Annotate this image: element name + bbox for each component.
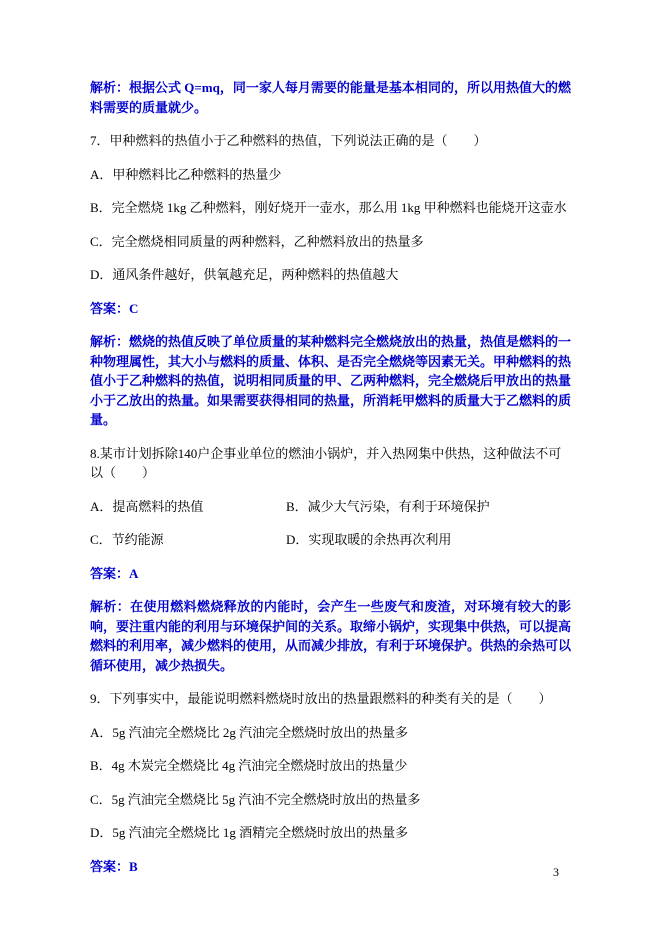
question-9-option-d: D．5g 汽油完全燃烧比 1g 酒精完全燃烧时放出的热量多 <box>90 825 409 840</box>
question-9-option-a: A．5g 汽油完全燃烧比 2g 汽油完全燃烧时放出的热量多 <box>90 724 409 740</box>
question-8-option-d: D．实现取暖的余热再次利用 <box>286 532 452 547</box>
question-8-option-a: A．提高燃料的热值 <box>90 498 204 514</box>
question-8-answer: 答案：A <box>90 565 139 581</box>
question-7-option-a: A．甲种燃料比乙种燃料的热量少 <box>90 166 282 182</box>
question-7-option-c: C．完全燃烧相同质量的两种燃料，乙种燃料放出的热量多 <box>90 233 424 249</box>
page-number: 3 <box>553 865 559 879</box>
question-9-option-b: B．4g 木炭完全燃烧比 4g 汽油完全燃烧时放出的热量少 <box>90 758 408 773</box>
question-7-answer: 答案：C <box>90 300 139 316</box>
question-9-stem: 9．下列事实中，最能说明燃料燃烧时放出的热量跟燃料的种类有关的是（ ） <box>90 691 552 706</box>
question-7-option-b: B．完全燃烧 1kg 乙种燃料，刚好烧开一壶水，那么用 1kg 甲种燃料也能烧开这壶水 <box>90 200 567 215</box>
question-7-analysis: 解析：燃烧的热值反映了单位质量的某种燃料完全燃烧放出的热量，热值是燃料的一种物理属性，其大小与燃料的质量、体积、是否完全燃烧等因素无关。甲种燃料的热值小于乙种燃料的热值，说明相同质量的甲、乙两种燃料，完全燃烧后甲放出的热量小于乙放出的热量。如果需要获得相同的热量，所消耗甲燃料的质量大于乙燃料的质量。 <box>90 334 572 427</box>
question-9-option-c: C．5g 汽油完全燃烧比 5g 汽油不完全燃烧时放出的热量多 <box>90 791 421 807</box>
question-8-stem: 8.某市计划拆除140户企事业单位的燃油小锅炉，并入热网集中供热，这种做法不可以（ ） <box>90 445 562 480</box>
question-8-option-b: B．减少大气污染，有利于环境保护 <box>286 498 490 514</box>
question-6-analysis: 解析：根据公式 Q=mq，同一家人每月需要的能量是基本相同的，所以用热值大的燃料需要的质量就少。 <box>90 80 571 115</box>
question-8-analysis: 解析：在使用燃料燃烧释放的内能时，会产生一些废气和废渣，对环境有较大的影响，要注重内能的利用与环境保护间的关系。取缔小锅炉，实现集中供热，可以提高燃料的利用率，减少燃料的使用，从而减少排放，有利于环境保护。供热的余热可以循环使用，减少热损失。 <box>90 599 572 673</box>
question-9-answer: 答案：B <box>90 858 138 874</box>
question-8-options <box>90 497 571 564</box>
question-7-option-d: D．通风条件越好，供氧越充足，两种燃料的热值越大 <box>90 267 399 282</box>
question-8-option-c: C．节约能源 <box>90 532 164 547</box>
question-7-stem: 7．甲种燃料的热值小于乙种燃料的热值，下列说法正确的是（ ） <box>90 133 487 148</box>
